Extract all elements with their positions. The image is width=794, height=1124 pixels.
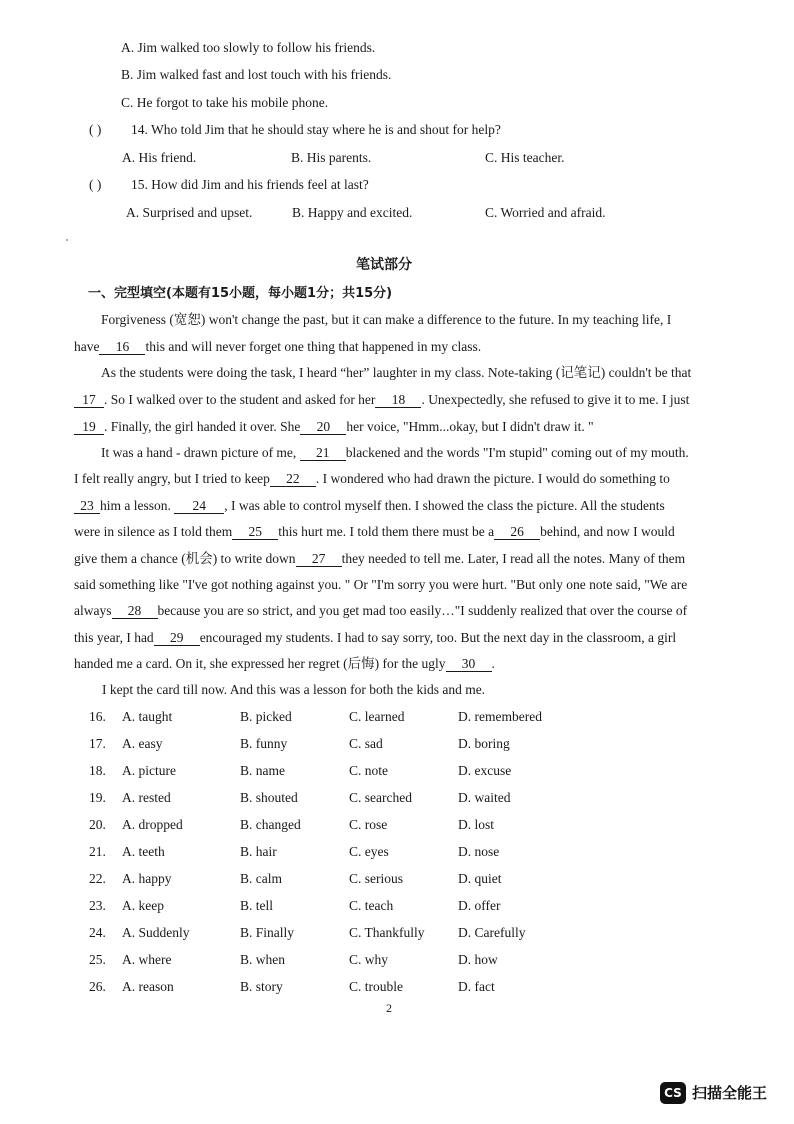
q13-option-b: B. Jim walked fast and lost touch with his friends. [121, 67, 392, 82]
option-row-25 [0, 950, 794, 970]
blank-24: 24 [174, 498, 224, 514]
passage-text: this year, I had [74, 630, 154, 645]
option-b: B. Finally [240, 925, 295, 940]
option-d: D. quiet [458, 871, 502, 886]
blank-22: 22 [270, 471, 316, 487]
q15-option-c: C. Worried and afraid. [485, 205, 606, 220]
passage-text: . So I walked over to the student and asked for her [104, 392, 376, 407]
passage-line-2 [74, 338, 481, 356]
option-b: B. name [240, 763, 285, 778]
passage-line-9 [74, 523, 675, 541]
option-d: D. nose [458, 844, 500, 859]
option-c: C. Thankfully [349, 925, 425, 940]
option-b: B. when [240, 952, 285, 967]
question-number: 24. [89, 925, 106, 940]
blank-17: 17 [74, 392, 104, 408]
option-d: D. lost [458, 817, 495, 832]
q14-answer-paren: ( ) [89, 122, 102, 137]
blank-20: 20 [300, 419, 346, 435]
option-c: C. sad [349, 736, 383, 751]
option-row-16 [0, 707, 794, 727]
passage-line-13 [74, 629, 676, 647]
passage-text: this hurt me. I told them there must be a [278, 524, 495, 539]
passage-line-11: said something like "I've got nothing against you. " Or "I'm sorry you were hurt. "But only one note said, "We are [74, 577, 688, 592]
option-b: B. story [240, 979, 283, 994]
option-a: A. rested [122, 790, 171, 805]
question-number: 21. [89, 844, 106, 859]
q14-stem: 14. Who told Jim that he should stay where he is and shout for help? [131, 122, 501, 137]
blank-21: 21 [300, 445, 346, 461]
passage-text: always [74, 603, 112, 618]
passage-text: give them a chance (机会) to write down [74, 551, 296, 566]
question-number: 16. [89, 709, 106, 724]
passage-text: , I was able to control myself then. I showed the class the picture. All the students [224, 498, 665, 513]
question-number: 26. [89, 979, 106, 994]
passage-text: handed me a card. On it, she expressed her regret (后悔) for the ugly [74, 656, 446, 671]
option-d: D. offer [458, 898, 501, 913]
option-row-26 [0, 977, 794, 997]
passage-line-15: I kept the card till now. And this was a lesson for both the kids and me. [102, 682, 486, 697]
option-b: B. picked [240, 709, 292, 724]
option-a: A. reason [122, 979, 174, 994]
option-b: B. hair [240, 844, 277, 859]
option-a: A. where [122, 952, 172, 967]
passage-text: . I wondered who had drawn the picture. I would do something to [315, 471, 670, 486]
option-c: C. searched [349, 790, 412, 805]
option-row-22 [0, 869, 794, 889]
option-a: A. taught [122, 709, 173, 724]
passage-line-8 [74, 497, 665, 515]
option-c: C. serious [349, 871, 403, 886]
question-number: 23. [89, 898, 106, 913]
blank-19: 19 [74, 419, 104, 435]
q15-option-a: A. Surprised and upset. [126, 205, 253, 220]
camscanner-logo-icon: CS [660, 1082, 686, 1104]
option-a: A. dropped [122, 817, 183, 832]
q15-option-b: B. Happy and excited. [292, 205, 413, 220]
option-row-21 [0, 842, 794, 862]
passage-text: this and will never forget one thing that happened in my class. [145, 339, 482, 354]
passage-line-12 [74, 602, 687, 620]
option-d: D. Carefully [458, 925, 526, 940]
option-d: D. fact [458, 979, 495, 994]
passage-line-7 [74, 470, 670, 488]
written-section-title: 笔试部分 [356, 257, 412, 273]
option-c: C. learned [349, 709, 405, 724]
option-c: C. teach [349, 898, 394, 913]
question-number: 17. [89, 736, 106, 751]
option-c: C. note [349, 763, 388, 778]
q15-answer-paren: ( ) [89, 177, 102, 192]
question-number: 20. [89, 817, 106, 832]
option-row-23 [0, 896, 794, 916]
option-b: B. funny [240, 736, 288, 751]
passage-text: blackened and the words "I'm stupid" coming out of my mouth. [345, 445, 689, 460]
option-d: D. excuse [458, 763, 512, 778]
option-row-20 [0, 815, 794, 835]
passage-text: . [491, 656, 495, 671]
passage-text: her voice, "Hmm...okay, but I didn't draw it. " [346, 419, 594, 434]
passage-text: . Finally, the girl handed it over. She [104, 419, 301, 434]
page-number: 2 [386, 1001, 392, 1015]
option-d: D. how [458, 952, 498, 967]
passage-text: because you are so strict, and you get mad too easily…"I suddenly realized that over the course of [157, 603, 688, 618]
passage-text: . Unexpectedly, she refused to give it to me. I just [421, 392, 690, 407]
question-number: 19. [89, 790, 106, 805]
passage-line-1: Forgiveness (宽恕) won't change the past, but it can make a difference to the future. In my teaching life, I [101, 312, 672, 327]
option-a: A. easy [122, 736, 163, 751]
passage-line-14 [74, 655, 495, 673]
passage-text: I felt really angry, but I tried to keep [74, 471, 270, 486]
q13-option-a: A. Jim walked too slowly to follow his friends. [121, 40, 376, 55]
question-number: 25. [89, 952, 106, 967]
passage-text: It was a hand - drawn picture of me, [101, 445, 297, 460]
option-b: B. tell [240, 898, 273, 913]
blank-16: 16 [99, 339, 145, 355]
option-a: A. Suddenly [122, 925, 190, 940]
option-b: B. shouted [240, 790, 298, 805]
option-a: A. keep [122, 898, 164, 913]
option-a: A. teeth [122, 844, 165, 859]
blank-30: 30 [446, 656, 492, 672]
blank-28: 28 [112, 603, 158, 619]
passage-text: have [74, 339, 100, 354]
scanner-watermark: 扫描全能王 [692, 1084, 768, 1102]
option-d: D. boring [458, 736, 510, 751]
passage-text: encouraged my students. I had to say sorry, too. But the next day in the classroom, a girl [199, 630, 677, 645]
q14-option-b: B. His parents. [291, 150, 372, 165]
option-row-18 [0, 761, 794, 781]
q13-option-c: C. He forgot to take his mobile phone. [121, 95, 329, 110]
q14-option-c: C. His teacher. [485, 150, 565, 165]
blank-27: 27 [296, 551, 342, 567]
option-b: B. calm [240, 871, 282, 886]
option-a: A. happy [122, 871, 172, 886]
passage-line-10 [74, 550, 685, 568]
passage-text: him a lesson. [100, 498, 171, 513]
scan-speck [66, 239, 68, 241]
question-number: 18. [89, 763, 106, 778]
option-row-17 [0, 734, 794, 754]
blank-23: 23 [74, 498, 100, 514]
blank-26: 26 [494, 524, 540, 540]
option-d: D. remembered [458, 709, 542, 724]
passage-text: behind, and now I would [540, 524, 675, 539]
blank-29: 29 [154, 630, 200, 646]
option-d: D. waited [458, 790, 511, 805]
cloze-heading: 一、完型填空(本题有15小题，每小题1分；共15分) [88, 286, 393, 301]
blank-25: 25 [232, 524, 278, 540]
passage-text: they needed to tell me. Later, I read all the notes. Many of them [341, 551, 686, 566]
passage-line-6 [101, 444, 689, 462]
passage-line-3: As the students were doing the task, I heard “her” laughter in my class. Note-taking (记笔记) couldn't be that [101, 365, 692, 380]
blank-18: 18 [375, 392, 421, 408]
option-c: C. why [349, 952, 389, 967]
option-a: A. picture [122, 763, 176, 778]
option-row-24 [0, 923, 794, 943]
option-c: C. rose [349, 817, 388, 832]
option-row-19 [0, 788, 794, 808]
q15-stem: 15. How did Jim and his friends feel at last? [131, 177, 369, 192]
option-b: B. changed [240, 817, 301, 832]
passage-line-5 [74, 418, 594, 436]
option-c: C. eyes [349, 844, 389, 859]
option-c: C. trouble [349, 979, 403, 994]
passage-text: were in silence as I told them [74, 524, 233, 539]
q14-option-a: A. His friend. [122, 150, 197, 165]
passage-line-4 [74, 391, 689, 409]
question-number: 22. [89, 871, 106, 886]
